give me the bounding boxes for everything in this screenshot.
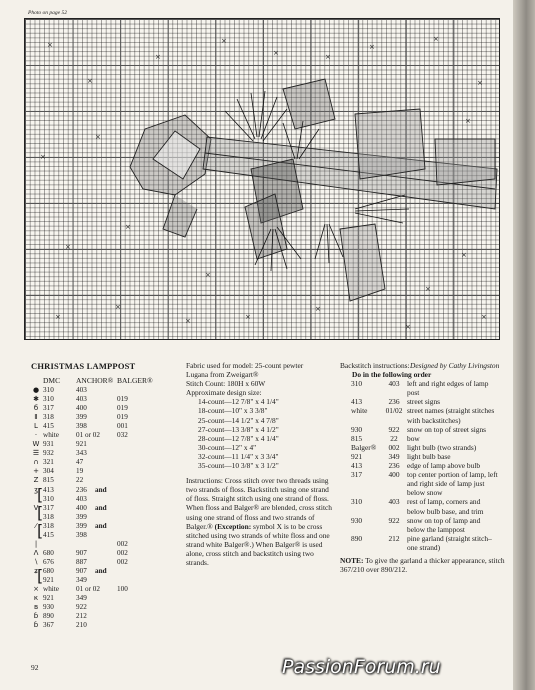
backstitch-row	[340, 425, 508, 434]
dmc-value: white	[43, 431, 59, 440]
fabric-line: Fabric used for model: 25-count pewter	[186, 361, 304, 370]
backstitch-area: light bulb (two strands)	[407, 442, 477, 452]
backstitch-table	[340, 379, 508, 552]
exception-text: symbol X is to be cross stitched using two strands of white floss and one strand white Balger®.) When Balger® is used alone, cross stitch and backstitch using two strands.	[186, 521, 330, 567]
backstitch-row	[340, 470, 508, 497]
backstitch-anchor: 002	[388, 442, 400, 452]
key-symbol: ʙ	[33, 603, 39, 612]
backstitch-area: rest of lamp, corners and below bulb base, and trim	[407, 497, 484, 516]
anchor-value: 398	[76, 530, 87, 539]
snow-symbol: ×	[87, 77, 93, 85]
blend-bracket: [	[37, 484, 44, 504]
blend-bracket: [	[37, 520, 44, 540]
cross-stitch-chart	[24, 18, 500, 340]
key-row	[31, 513, 171, 522]
key-symbol: ●	[32, 386, 40, 394]
balger-value: 002	[117, 539, 128, 548]
key-row	[31, 449, 171, 458]
anchor-value: 400	[76, 404, 87, 413]
fabric-info	[186, 361, 336, 567]
dmc-value: 415	[43, 422, 54, 431]
dmc-value: 318	[43, 512, 54, 521]
snow-symbol: ×	[95, 133, 101, 141]
dmc-value: 413	[43, 485, 54, 494]
anchor-value: 22	[76, 476, 84, 485]
size-row: 25-count—14 1/2" x 4 7/8"	[198, 415, 279, 425]
backstitch-anchor: 01/02	[385, 406, 403, 416]
dmc-value: 367	[43, 621, 54, 630]
backstitch-anchor: 349	[388, 451, 400, 461]
anchor-value: 400	[76, 503, 87, 512]
backstitch-anchor: 212	[388, 533, 400, 543]
snow-symbol: ×	[477, 79, 483, 87]
dmc-value: 310	[43, 395, 54, 404]
photo-reference: Photo on page 52	[28, 10, 67, 16]
dmc-value: 415	[43, 530, 54, 539]
backstitch-row	[340, 397, 508, 406]
stitch-count: Stitch Count: 180H x 60W	[186, 379, 266, 389]
key-symbol: W	[32, 440, 40, 449]
approx-size-label: Approximate design size:	[186, 388, 262, 398]
key-symbol: ɓ	[33, 621, 39, 630]
anchor-value: 349	[76, 594, 87, 603]
dmc-value: 310	[43, 386, 54, 394]
watermark: PassionForum.ru	[282, 656, 441, 678]
backstitch-dmc: 310	[351, 379, 363, 389]
col-anchor-header: ANCHOR®	[76, 376, 114, 385]
blend-and: and	[95, 521, 107, 530]
backstitch-row	[340, 443, 508, 452]
key-symbol: L	[34, 422, 38, 431]
anchor-value: 01 or 02	[76, 431, 100, 440]
dmc-value: 676	[43, 557, 54, 566]
designer-credit: Designed by Cathy Livingston	[410, 361, 500, 370]
dmc-value: 321	[43, 458, 54, 467]
backstitch-instructions	[340, 361, 508, 582]
backstitch-row	[340, 379, 508, 397]
dmc-value: 930	[43, 603, 54, 612]
key-symbol: ×	[33, 585, 39, 594]
backstitch-dmc: 413	[351, 461, 363, 471]
balger-value: 100	[117, 585, 128, 594]
snow-symbol: ×	[315, 305, 321, 313]
anchor-value: 236	[76, 485, 87, 494]
key-row	[31, 422, 171, 431]
backstitch-row	[340, 497, 508, 515]
anchor-value: 19	[76, 467, 84, 476]
key-symbol: б	[33, 404, 39, 413]
dmc-value: 318	[43, 413, 54, 422]
backstitch-anchor: 922	[388, 515, 400, 525]
snow-symbol: ×	[40, 153, 46, 161]
snow-symbol: ×	[65, 243, 71, 251]
snow-symbol: ×	[465, 117, 471, 125]
key-symbol: ∩	[33, 458, 39, 467]
key-symbol: Λ	[33, 548, 39, 557]
anchor-value: 212	[76, 612, 87, 621]
key-symbol: ∖	[33, 557, 39, 566]
anchor-value: 399	[76, 413, 87, 422]
backstitch-area: edge of lamp above bulb	[407, 461, 481, 471]
backstitch-row	[340, 516, 508, 534]
snow-symbol: ×	[461, 251, 467, 259]
backstitch-area: light bulb base	[407, 451, 451, 461]
key-symbol: ʒ	[33, 485, 39, 494]
dmc-value: 815	[43, 476, 54, 485]
backstitch-anchor: 400	[388, 470, 400, 480]
balger-value: 019	[117, 395, 128, 404]
snow-symbol: ×	[221, 37, 227, 45]
size-row: 35-count—10 3/8" x 3 1/2"	[198, 461, 279, 471]
dmc-value: 680	[43, 566, 54, 575]
key-symbol: ⁄	[35, 521, 37, 530]
key-symbol: ʑ	[34, 566, 38, 575]
key-symbol: +	[33, 467, 39, 476]
dmc-value: 304	[43, 467, 54, 476]
dmc-value: 932	[43, 449, 54, 458]
note-label: NOTE:	[340, 555, 364, 565]
anchor-value: 403	[76, 395, 87, 404]
dmc-value: 310	[43, 494, 54, 503]
col-dmc-header: DMC	[43, 376, 61, 385]
backstitch-dmc: 930	[351, 515, 363, 525]
snow-symbol: ×	[405, 323, 411, 331]
key-symbol: |	[34, 539, 38, 548]
anchor-value: 907	[76, 548, 87, 557]
anchor-value: 921	[76, 440, 87, 449]
blend-and: and	[95, 503, 107, 512]
backstitch-area: top center portion of lamp, left and right side of lamp just below snow	[407, 470, 498, 498]
backstitch-area: pine garland (straight stitch–one strand)	[407, 533, 492, 552]
exception-label: (Exception:	[214, 521, 252, 531]
dmc-value: 680	[43, 548, 54, 557]
anchor-value: 349	[76, 575, 87, 584]
lamp-bracket	[340, 224, 385, 301]
dmc-value: 921	[43, 594, 54, 603]
fabric-line: Lugana from Zweigart®	[186, 370, 259, 380]
key-symbol: ɓ	[33, 612, 39, 621]
anchor-value: 403	[76, 494, 87, 503]
anchor-value: 398	[76, 422, 87, 431]
key-row	[31, 476, 171, 485]
backstitch-title: Backstitch instructions:	[340, 361, 410, 370]
key-row	[31, 467, 171, 476]
backstitch-area: snow on top of street signs	[407, 424, 487, 434]
snow-symbol: ×	[245, 313, 251, 321]
balger-value: 001	[117, 422, 128, 431]
anchor-value: 399	[76, 521, 87, 530]
snow-symbol: ×	[325, 53, 331, 61]
snow-symbol: ×	[125, 223, 131, 231]
color-key-table	[31, 386, 171, 630]
key-row	[31, 540, 171, 549]
backstitch-dmc: white	[351, 406, 368, 416]
lamp-cap	[283, 79, 335, 129]
blend-bracket: [	[37, 565, 44, 585]
size-row: 27-count—13 3/8" x 4 1/2"	[198, 424, 279, 434]
blend-and: and	[95, 485, 107, 494]
backstitch-anchor: 236	[388, 397, 400, 407]
note-paragraph	[340, 556, 508, 574]
snow-symbol: ×	[369, 43, 375, 51]
key-row	[31, 395, 171, 404]
page-number: 92	[31, 663, 39, 672]
anchor-value: 922	[76, 603, 87, 612]
backstitch-area: street signs	[407, 397, 441, 407]
key-symbol: Ⅱ	[34, 413, 38, 422]
key-row	[31, 549, 171, 558]
backstitch-anchor: 403	[388, 379, 400, 389]
key-row	[31, 594, 171, 603]
backstitch-dmc: Balger®	[351, 442, 377, 452]
backstitch-row	[340, 461, 508, 470]
key-symbol: V	[33, 503, 39, 512]
blend-bracket: [	[37, 502, 44, 522]
anchor-value: 210	[76, 621, 87, 630]
anchor-value: 01 or 02	[76, 585, 100, 594]
dmc-value: 317	[43, 404, 54, 413]
key-row	[31, 440, 171, 449]
anchor-value: 887	[76, 557, 87, 566]
backstitch-area: snow on top of lamp and below the lamppost	[407, 515, 481, 534]
snow-symbol: ×	[433, 35, 439, 43]
snow-symbol: ×	[273, 49, 279, 57]
key-row	[31, 413, 171, 422]
backstitch-anchor: 403	[388, 497, 400, 507]
anchor-value: 403	[76, 386, 87, 394]
dmc-value: 317	[43, 503, 54, 512]
snow-symbol: ×	[55, 313, 61, 321]
balger-value: 002	[117, 548, 128, 557]
backstitch-anchor: 22	[390, 433, 398, 443]
balger-value: 002	[117, 557, 128, 566]
key-row	[31, 576, 171, 585]
street-sign-right	[435, 139, 495, 185]
backstitch-dmc: 413	[351, 397, 363, 407]
blend-and: and	[95, 566, 107, 575]
backstitch-row	[340, 534, 508, 552]
backstitch-dmc: 317	[351, 470, 363, 480]
instructions-text: Instructions: Cross stitch over two threads using two strands of floss. Backstitch using one strand of floss. Straight stitch using one strand of floss. When floss and Balger® are blended, cross stitch using one strand of floss and two strands of Balger.®	[186, 476, 332, 531]
balger-value: 019	[117, 404, 128, 413]
dmc-value: 890	[43, 612, 54, 621]
balger-value: 032	[117, 431, 128, 440]
backstitch-dmc: 921	[351, 451, 363, 461]
key-title: CHRISTMAS LAMPPOST	[31, 361, 136, 371]
anchor-value: 343	[76, 449, 87, 458]
backstitch-anchor: 236	[388, 461, 400, 471]
note-text: To give the garland a thicker appearance, stitch 367/210 over 890/212.	[340, 555, 505, 575]
size-row: 30-count—12" x 4"	[198, 442, 257, 452]
backstitch-dmc: 890	[351, 533, 363, 543]
backstitch-dmc: 815	[351, 433, 363, 443]
key-row	[31, 612, 171, 621]
backstitch-row	[340, 452, 508, 461]
size-row: 18-count—10" x 3 3/8"	[198, 406, 268, 416]
order-heading: Do in the following order	[352, 370, 432, 380]
snow-symbol: ×	[115, 303, 121, 311]
snow-symbol: ×	[47, 41, 53, 49]
backstitch-area: street names (straight stitches with backstitches)	[407, 406, 495, 425]
dmc-value: white	[43, 585, 59, 594]
key-row	[31, 458, 171, 467]
street-sign	[355, 109, 425, 179]
balger-value: 019	[117, 413, 128, 422]
dmc-value: 931	[43, 440, 54, 449]
lamp-bulb-base	[163, 195, 197, 237]
size-row: 28-count—12 7/8" x 4 1/4"	[198, 433, 279, 443]
key-row	[31, 404, 171, 413]
snow-symbol: ×	[185, 317, 191, 325]
chart-pattern-drawing	[25, 19, 500, 340]
dmc-value: 921	[43, 575, 54, 584]
col-balger-header: BALGER®	[117, 376, 153, 385]
snow-symbol: ×	[155, 53, 161, 61]
anchor-value: 907	[76, 566, 87, 575]
backstitch-anchor: 922	[388, 424, 400, 434]
anchor-value: 47	[76, 458, 84, 467]
key-row	[31, 603, 171, 612]
key-symbol: Z	[33, 476, 39, 485]
key-symbol: ✱	[33, 395, 39, 404]
backstitch-row	[340, 406, 508, 424]
snow-symbol: ×	[481, 313, 487, 321]
key-row	[31, 386, 171, 395]
key-symbol: к	[33, 594, 39, 603]
key-row	[31, 495, 171, 504]
anchor-value: 399	[76, 512, 87, 521]
dmc-value: 318	[43, 521, 54, 530]
snow-symbol: ×	[205, 271, 211, 279]
key-row	[31, 431, 171, 440]
key-row	[31, 621, 171, 630]
size-row: 14-count—12 7/8" x 4 1/4"	[198, 397, 279, 407]
instructions-paragraph	[186, 476, 336, 567]
backstitch-dmc: 310	[351, 497, 363, 507]
key-symbol: ☰	[32, 449, 40, 458]
key-symbol: ·	[34, 431, 38, 440]
backstitch-dmc: 930	[351, 424, 363, 434]
key-row	[31, 558, 171, 567]
snow-symbol: ×	[425, 285, 431, 293]
key-row	[31, 531, 171, 540]
key-row	[31, 585, 171, 594]
book-spine	[513, 0, 535, 690]
size-row: 32-count—11 1/4" x 3 3/4"	[198, 451, 279, 461]
backstitch-row	[340, 434, 508, 443]
backstitch-area: bow	[407, 433, 420, 443]
backstitch-area: left and right edges of lamp post	[407, 379, 489, 398]
